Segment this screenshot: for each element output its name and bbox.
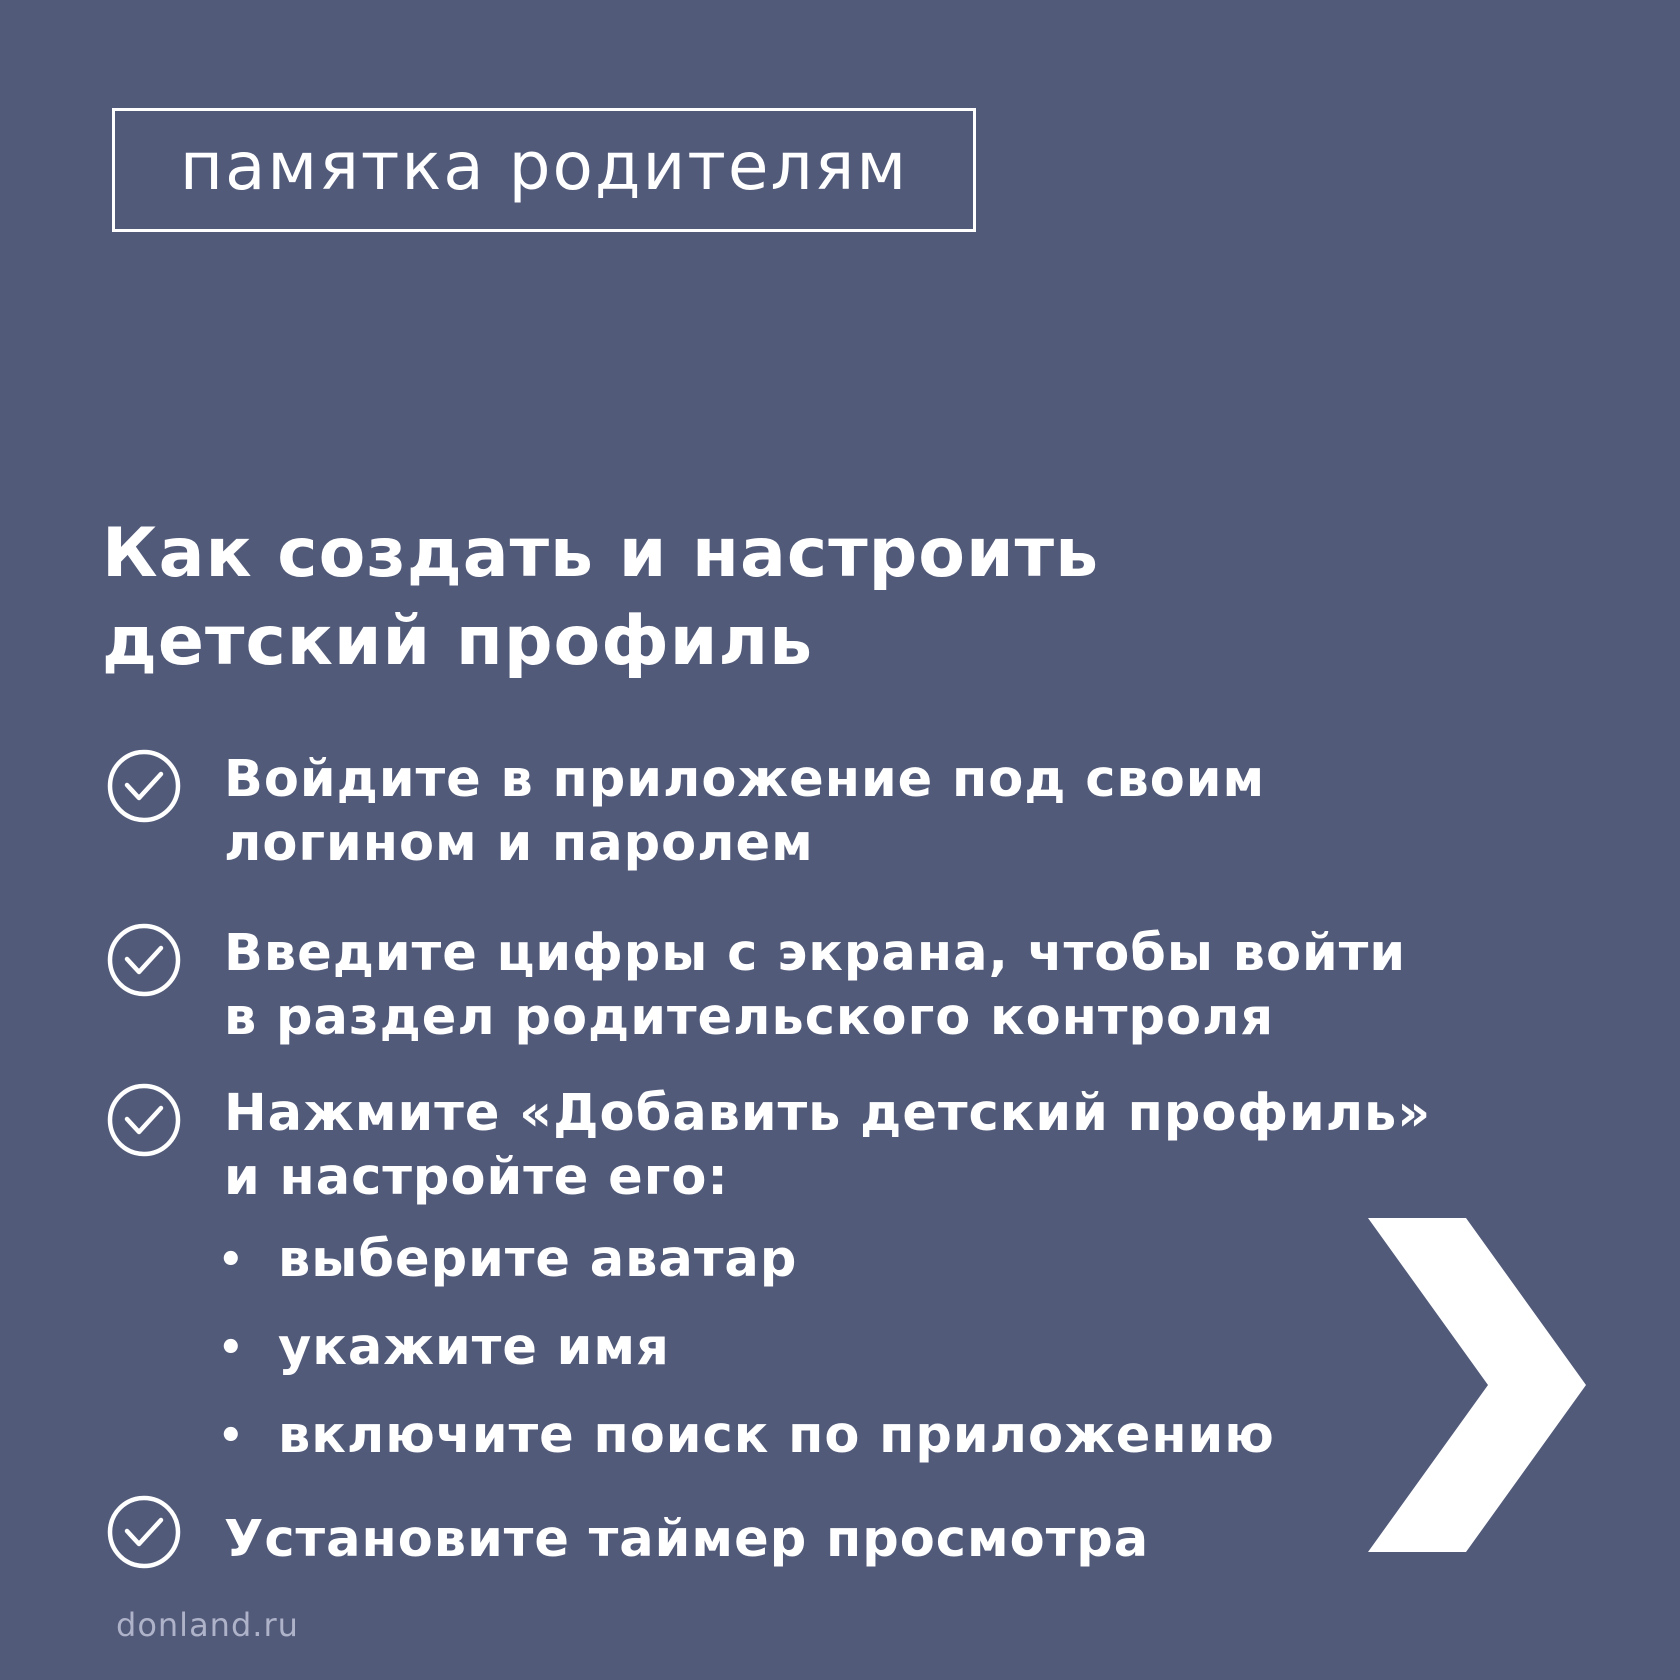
step-item: [106, 922, 1406, 1050]
step-text-line: Нажмите «Добавить детский профиль»: [224, 1084, 1432, 1143]
step-text-line: в раздел родительского контроля: [224, 988, 1275, 1047]
step-item: [106, 748, 1265, 876]
bullet-icon: •: [218, 1325, 245, 1371]
tag-box: [112, 108, 976, 232]
check-circle-icon: [106, 1494, 182, 1570]
chevron-right-icon[interactable]: [1368, 1218, 1588, 1552]
step-text: [224, 1082, 1431, 1210]
bullet-icon: •: [218, 1413, 245, 1459]
sub-item: [218, 1404, 1275, 1492]
sub-item: [218, 1316, 1275, 1404]
sub-item-list: [218, 1228, 1275, 1492]
step-text: [224, 748, 1265, 876]
step-item: [106, 1082, 1431, 1210]
sub-item-label: укажите имя: [278, 1318, 670, 1377]
check-circle-icon: [106, 922, 182, 998]
check-circle-icon: [106, 748, 182, 824]
sub-item-label: выберите аватар: [278, 1230, 798, 1289]
tag-label: памятка родителям: [179, 128, 909, 205]
step-text: [224, 922, 1406, 1050]
step-text-line: Введите цифры с экрана, чтобы войти: [224, 924, 1407, 983]
site-url: donland.ru: [116, 1606, 299, 1644]
step-text-line: и настройте его:: [224, 1148, 729, 1207]
sub-item: [218, 1228, 1275, 1316]
bullet-icon: •: [218, 1237, 245, 1283]
step-text-line: Войдите в приложение под своим: [224, 750, 1266, 809]
page-title-line-2: детский профиль: [102, 602, 814, 681]
page-title: [102, 510, 1402, 686]
step-text-line: Установите таймер просмотра: [224, 1510, 1150, 1569]
step-item: [106, 1494, 1149, 1572]
page-title-line-1: Как создать и настроить: [102, 514, 1100, 593]
step-text-line: логином и паролем: [224, 814, 814, 873]
step-text: [224, 1494, 1149, 1572]
sub-item-label: включите поиск по приложению: [278, 1406, 1275, 1465]
check-circle-icon: [106, 1082, 182, 1158]
